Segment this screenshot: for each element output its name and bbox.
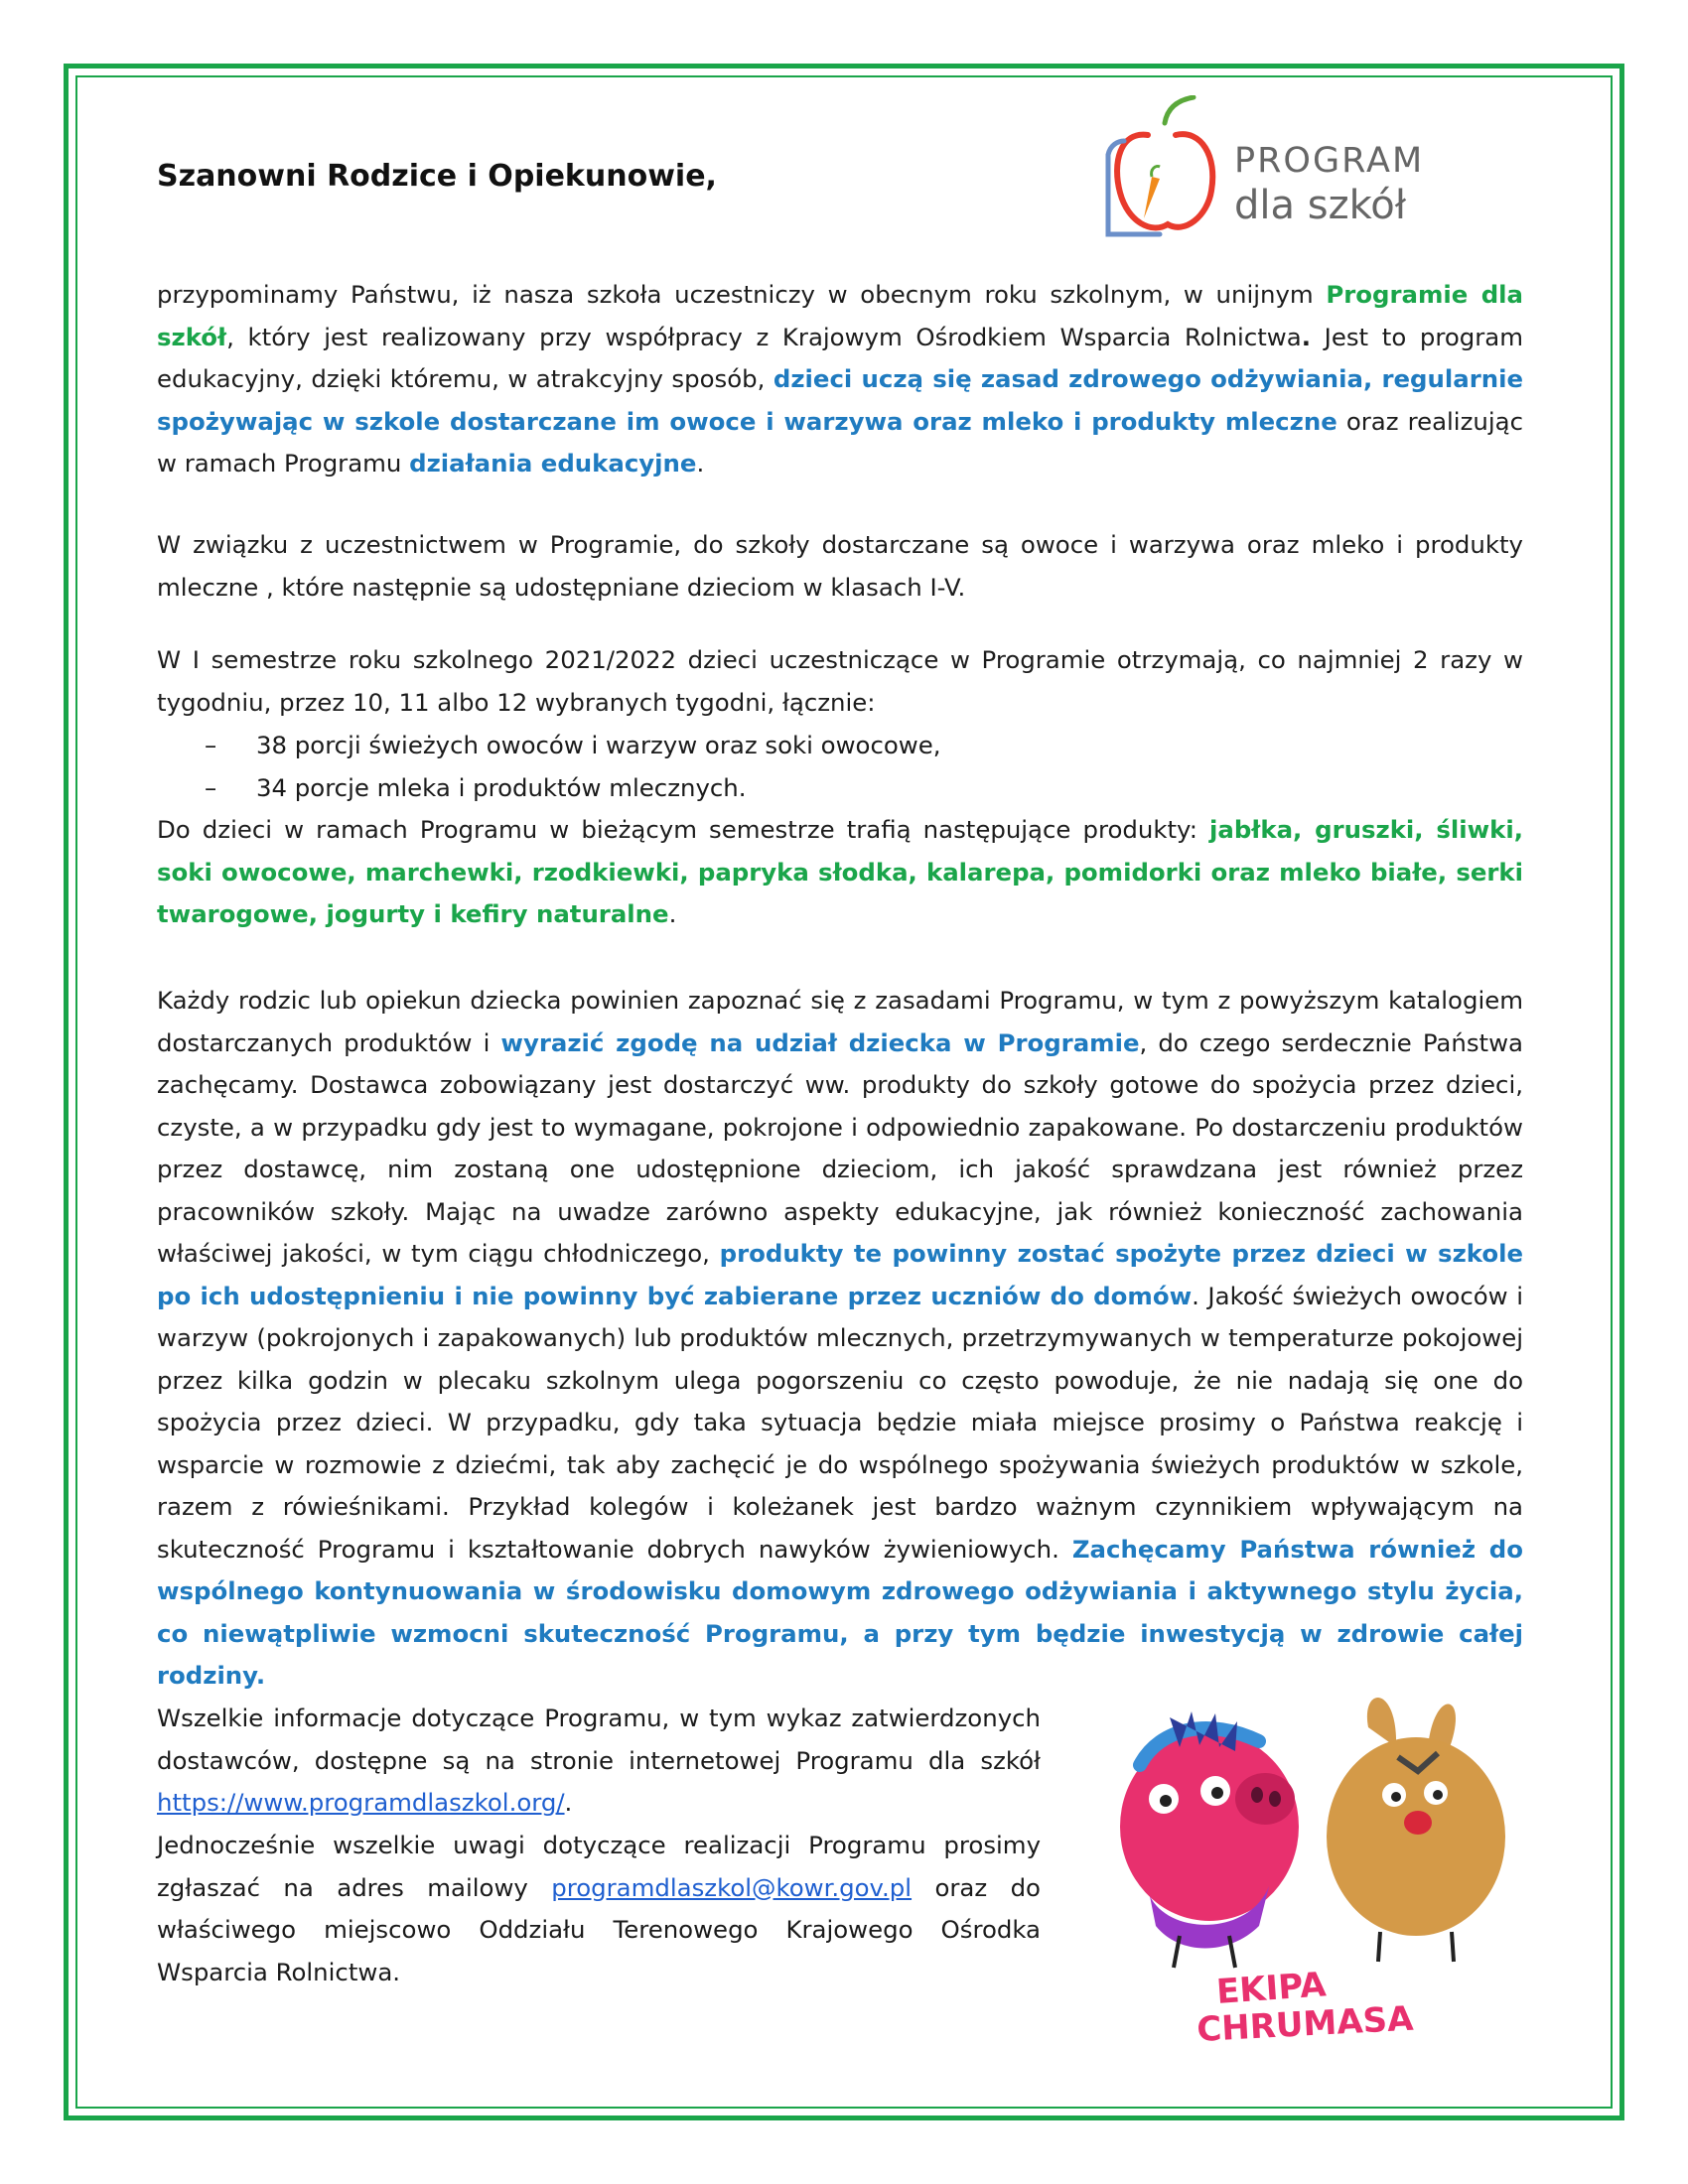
paragraph-intro: przypominamy Państwu, iż nasza szkoła uczestniczy w obecnym roku szkolnym, w unijnym Programie dla szkół, który jest realizowany przy współpracy z Krajowym Ośrodkiem Wsparcia Rolnictwa. Jest to program edukacyjny, dzięki któremu, w atrakcyjny sposób, dzieci uczą się zasad zdrowego odżywiania, regularnie spożywając w szkole dostarczane im owoce i warzywa oraz mleko i produkty mleczne oraz realizując w ramach Programu działania edukacyjne. <box>157 280 1524 478</box>
ekipa-chrumasa-mascots <box>1100 1688 1537 2045</box>
paragraph-info: Wszelkie informacje dotyczące Programu, w tym wykaz zatwierdzonych dostawców, dostępne są na stronie internetowej Programu dla szkół https://www.programdlaszkol.org/. <box>157 1704 1041 1817</box>
apple-bottle-icon <box>1090 95 1239 244</box>
list-item: – 34 porcje mleka i produktów mlecznych. <box>205 772 747 802</box>
mascots-illustration <box>1100 1688 1537 2045</box>
brand-text-ekipa: EKIPA <box>1214 1965 1328 2012</box>
paragraph-semester: W I semestrze roku szkolnego 2021/2022 dzieci uczestniczące w Programie otrzymają, co najmniej 2 razy w tygodniu, przez 10, 11 albo 12 wybranych tygodni, łącznie: <box>157 645 1523 717</box>
program-logo <box>1090 95 1448 244</box>
email-link[interactable]: programdlaszkol@kowr.gov.pl <box>551 1872 913 1902</box>
list-item: – 38 porcji świeżych owoców i warzyw oraz soki owocowe, <box>205 731 941 759</box>
paragraph-contact: Jednocześnie wszelkie uwagi dotyczące realizacji Programu prosimy zgłaszać na adres mailowy programdlaszkol@kowr.gov.pl oraz do właściwego miejscowo Oddziału Terenowego Krajowego Ośrodka Wsparcia Rolnictwa. <box>157 1831 1041 1986</box>
paragraph-products: Do dzieci w ramach Programu w bieżącym semestrze trafią następujące produkty: jabłka, gruszki, śliwki, soki owocowe, marchewki, rzodkiewki, papryka słodka, kalarepa, pomidorki oraz mleko białe, serki twarogowe, jogurty i kefiry naturalne. <box>157 815 1523 928</box>
paragraph-consent: Każdy rodzic lub opiekun dziecka powinien zapoznać się z zasadami Programu, w tym z powyższym katalogiem dostarczanych produktów i wyrazić zgodę na udział dziecka w Programie, do czego serdecznie Państwa zachęcamy. Dostawca zobowiązany jest dostarczyć ww. produkty do szkoły gotowe do spożycia przez dzieci, czyste, a w przypadku gdy jest to wymagane, pokrojone i odpowiednio zapakowane. Po dostarczeniu produktów przez dostawcę, nim zostaną one udostępnione dzieciom, ich jakość sprawdzana jest również przez pracowników szkoły. Mając na uwadze zarówno aspekty edukacyjne, jak również konieczność zachowania właściwej jakości, w tym ciągu chłodniczego, produkty te powinny zostać spożyte przez dzieci w szkole po ich udostępnieniu i nie powinny być zabierane przez uczniów do domów. Jakość świeżych owoców i warzyw (pokrojonych i zapakowanych) lub produktów mlecznych, przetrzymywanych w temperaturze pokojowej przez kilka godzin w plecaku szkolnym ulega pogorszeniu co często powoduje, że nie nadają się one do spożycia przez dzieci. W przypadku, gdy taka sytuacja będzie miała miejsce prosimy o Państwa reakcję i wsparcie w rozmowie z dziećmi, tak aby zachęcić je do wspólnego spożywania świeżych produktów w szkole, razem z rówieśnikami. Przykład kolegów i koleżanek jest bardzo ważnym czynnikiem wpływającym na skuteczność Programu i kształtowanie dobrych nawyków żywieniowych. Zachęcamy Państwa również do wspólnego kontynuowania w środowisku domowym zdrowego odżywiania i aktywnego stylu życia, co niewątpliwie wzmocni skuteczność Programu, a przy tym będzie inwestycją w zdrowie całej rodziny. <box>157 986 1524 1690</box>
paragraph-participation: W związku z uczestnictwem w Programie, do szkoły dostarczane są owoce i warzywa oraz mleko i produkty mleczne , które następnie są udostępniane dzieciom w klasach I-V. <box>157 530 1523 602</box>
logo-text-dla-szkol: dla szkół <box>1234 183 1407 228</box>
website-link[interactable]: https://www.programdlaszkol.org/ <box>157 1788 565 1817</box>
brand-text-chrumasa: CHRUMASA <box>1196 1998 1415 2045</box>
portions-list <box>157 725 1523 809</box>
greeting-heading: Szanowni Rodzice i Opiekunowie, <box>157 159 717 194</box>
logo-text-program: PROGRAM <box>1234 141 1425 181</box>
